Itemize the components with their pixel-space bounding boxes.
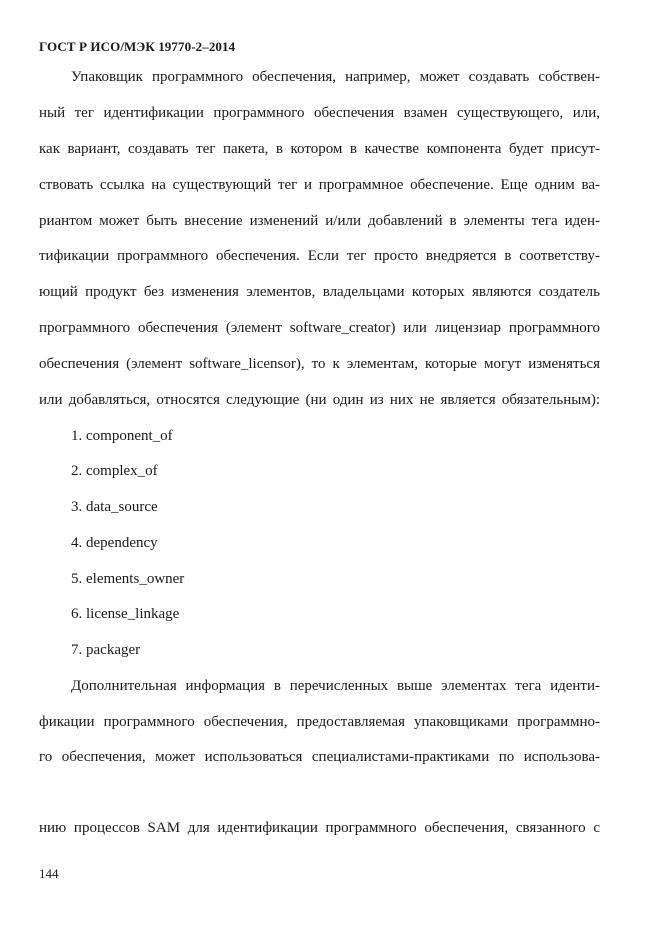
paragraph-2-line: фикации программного обеспечения, предоставляемая упаковщиками программно- xyxy=(39,714,600,730)
list-item: 4. dependency xyxy=(71,535,158,551)
list-item: 3. data_source xyxy=(71,499,158,515)
paragraph-1-line: ющий продукт без изменения элементов, владельцами которых являются создатель xyxy=(39,284,600,300)
page-number: 144 xyxy=(39,866,59,881)
paragraph-2-line: нию процессов SAM для идентификации программного обеспечения, связанного с xyxy=(39,820,600,836)
paragraph-1-line: обеспечения (элемент software_licensor), то к элементам, которые могут изменяться xyxy=(39,356,600,372)
list-item: 1. component_of xyxy=(71,428,173,444)
paragraph-1-line: риантом может быть внесение изменений и/или добавлений в элементы тега иден- xyxy=(39,213,600,229)
list-item: 7. packager xyxy=(71,642,141,658)
list-item: 5. elements_owner xyxy=(71,571,185,587)
list-item: 6. license_linkage xyxy=(71,606,180,622)
paragraph-1-line: тификации программного обеспечения. Если тег просто внедряется в соответству- xyxy=(39,248,600,264)
document-header: ГОСТ Р ИСО/МЭК 19770-2–2014 xyxy=(39,39,236,54)
paragraph-1-line: ный тег идентификации программного обеспечения взамен существующего, или, xyxy=(39,105,600,121)
paragraph-1-line: как вариант, создавать тег пакета, в котором в качестве компонента будет присут- xyxy=(39,141,600,157)
list-item: 2. complex_of xyxy=(71,463,158,479)
paragraph-2-line: го обеспечения, может использоваться специалистами-практиками по использова- xyxy=(39,749,600,765)
paragraph-1-line: ствовать ссылка на существующий тег и программное обеспечение. Еще одним ва- xyxy=(39,177,600,193)
paragraph-1-line: или добавляться, относятся следующие (ни один из них не является обязательным): xyxy=(39,392,600,408)
paragraph-2-line: Дополнительная информация в перечисленных выше элементах тега иденти- xyxy=(71,678,600,694)
paragraph-1-line: программного обеспечения (элемент software_creator) или лицензиар программного xyxy=(39,320,600,336)
paragraph-1-line: Упаковщик программного обеспечения, например, может создавать собствен- xyxy=(71,69,600,85)
